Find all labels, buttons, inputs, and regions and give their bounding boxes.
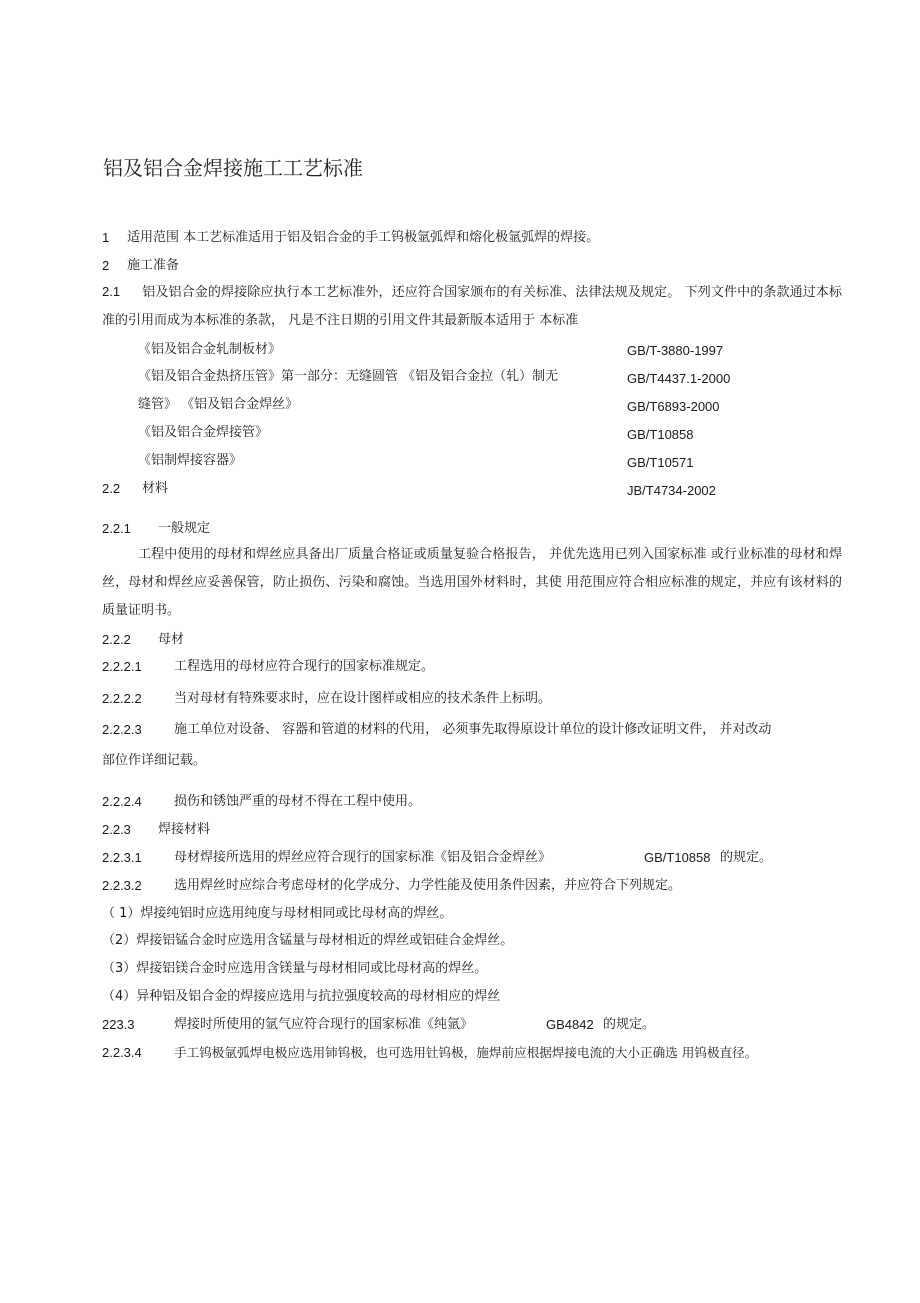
- section-number: 2.2.2.3: [102, 722, 142, 737]
- reference-name: 《铝及铝合金轧制板材》: [138, 342, 282, 357]
- reference-code: JB/T4734-2002: [627, 483, 716, 498]
- section-number: 2.2.2.2: [102, 691, 142, 706]
- section-text: 损伤和锈蚀严重的母材不得在工程中使用。: [174, 794, 422, 809]
- section-number: 2.2.2.1: [102, 659, 142, 674]
- reference-code: GB/T-3880-1997: [627, 343, 724, 358]
- reference-code: GB/T6893-2000: [627, 399, 720, 414]
- list-item: （3）焊接铝镁合金时应选用含镁量与母材相同或比母材高的焊丝。: [102, 961, 488, 976]
- section-number: 2.2.3.4: [102, 1045, 142, 1060]
- reference-code: GB/T4437.1-2000: [627, 371, 731, 386]
- section-number: 2.2.1: [102, 521, 131, 536]
- section-number: 2.2: [102, 481, 121, 496]
- reference-name: 《铝及铝合金热挤压管》第一部分：无缝圆管 《铝及铝合金拉（轧）制无: [138, 369, 559, 384]
- section-text: 施工单位对设备、 容器和管道的材料的代用， 必须事先取得原设计单位的设计修改证明文件， 并对改动: [174, 722, 772, 737]
- section-number: 2.2.3.2: [102, 878, 142, 893]
- section-text: 焊接时所使用的氩气应符合现行的国家标准《纯氩》: [174, 1017, 474, 1032]
- section-text: 当对母材有特殊要求时，应在设计图样或相应的技术条件上标明。: [174, 691, 552, 706]
- document-title: 铝及铝合金焊接施工工艺标准: [103, 156, 363, 180]
- section-number: 1: [102, 230, 110, 245]
- section-number: 2: [102, 258, 110, 273]
- standard-code: GB4842: [546, 1017, 594, 1032]
- section-text: 选用焊丝时应综合考虑母材的化学成分、力学性能及使用条件因素，并应符合下列规定。: [174, 878, 682, 893]
- section-text-tail: 的规定。: [720, 850, 773, 865]
- standard-code: GB/T10858: [644, 850, 711, 865]
- general-rules-paragraph: 工程中使用的母材和焊丝应具备出厂质量合格证或质量复验合格报告， 并优先选用已列入国家标准 或行业标准的母材和焊丝，母材和焊丝应妥善保管，防止损伤、污染和腐蚀。当选用国外材料时，其使 用范围应符合相应标准的规定，并应有该材料的质量证明书。: [102, 547, 842, 618]
- reference-code: GB/T10571: [627, 455, 694, 470]
- section-number: 2.2.3: [102, 822, 131, 837]
- section-text: 母材焊接所选用的焊丝应符合现行的国家标准《铝及铝合金焊丝》: [174, 850, 552, 865]
- section-text: 工程选用的母材应符合现行的国家标准规定。: [174, 659, 435, 674]
- section-number: 223.3: [102, 1017, 135, 1032]
- section-number: 2.2.2: [102, 632, 131, 647]
- section-heading: 材料: [142, 481, 169, 496]
- list-item: （4）异种铝及铝合金的焊接应选用与抗拉强度较高的母材相应的焊丝: [102, 989, 501, 1004]
- list-item: （2）焊接铝锰合金时应选用含锰量与母材相近的焊丝或铝硅合金焊丝。: [102, 933, 514, 948]
- section-scope-text: 适用范围 本工艺标准适用于铝及铝合金的手工钨极氩弧焊和熔化极氩弧焊的焊接。: [127, 230, 600, 245]
- section-number: 2.2.2.4: [102, 794, 142, 809]
- section-number: 2.1: [102, 284, 121, 299]
- section-heading: 施工准备: [127, 258, 180, 273]
- section-2-1-paragraph: [102, 278, 842, 335]
- reference-code: GB/T10858: [627, 427, 694, 442]
- section-heading: 焊接材料: [158, 822, 211, 837]
- section-heading: 一般规定: [158, 521, 211, 536]
- section-number: 2.2.3.1: [102, 850, 142, 865]
- section-text-continuation: 部位作详细记载。: [102, 753, 207, 768]
- reference-name: 《铝及铝合金焊接管》: [138, 425, 269, 440]
- section-text: 铝及铝合金的焊接除应执行本工艺标准外，还应符合国家颁布的有关标准、法律法规及规定。 下列文件中的条款通过本标准的引用而成为本标准的条款， 凡是不注日期的引用文件其最新版本适用于 本标准: [102, 285, 842, 328]
- section-text: 手工钨极氩弧焊电极应选用铈钨极，也可选用钍钨极，施焊前应根据焊接电流的大小正确选 用钨极直径。: [174, 1045, 758, 1060]
- list-item: （ 1）焊接纯铝时应选用纯度与母材相同或比母材高的焊丝。: [102, 906, 453, 921]
- reference-name: 缝管》 《铝及铝合金焊丝》: [138, 397, 299, 412]
- section-heading: 母材: [158, 632, 185, 647]
- reference-name: 《铝制焊接容器》: [138, 453, 243, 468]
- section-text-tail: 的规定。: [603, 1017, 656, 1032]
